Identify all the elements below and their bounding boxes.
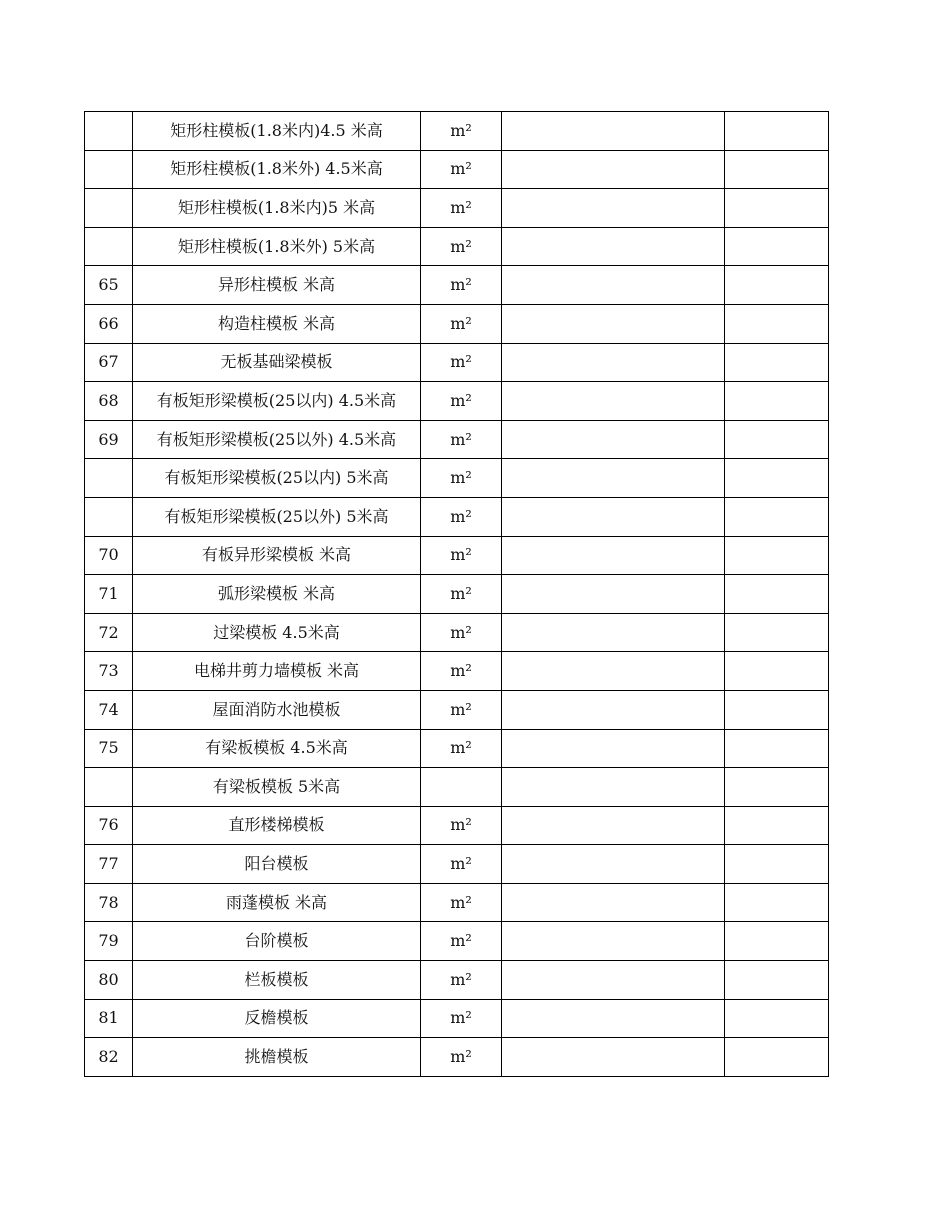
- item-name-cell: 电梯井剪力墙模板 米高: [133, 652, 421, 691]
- unit-cell: m²: [421, 343, 502, 382]
- remark-cell: [725, 690, 829, 729]
- item-number-cell: 69: [85, 420, 133, 459]
- unit-cell: m²: [421, 382, 502, 421]
- unit-cell: m²: [421, 961, 502, 1000]
- table-row: [85, 922, 829, 961]
- remark-cell: [725, 343, 829, 382]
- unit-cell: m²: [421, 806, 502, 845]
- remark-cell: [725, 768, 829, 807]
- item-name-cell: 矩形柱模板(1.8米内)5 米高: [133, 189, 421, 228]
- item-number-cell: 74: [85, 690, 133, 729]
- quantity-cell: [502, 1038, 725, 1077]
- quantity-cell: [502, 112, 725, 151]
- item-name-cell: 无板基础梁模板: [133, 343, 421, 382]
- table-row: [85, 575, 829, 614]
- item-number-cell: 80: [85, 961, 133, 1000]
- unit-cell: m²: [421, 729, 502, 768]
- unit-cell: m²: [421, 690, 502, 729]
- remark-cell: [725, 382, 829, 421]
- item-number-cell: [85, 459, 133, 498]
- table-row: [85, 304, 829, 343]
- item-name-cell: 有板矩形梁模板(25以内) 5米高: [133, 459, 421, 498]
- table-row: [85, 613, 829, 652]
- item-number-cell: 73: [85, 652, 133, 691]
- table-row: [85, 382, 829, 421]
- remark-cell: [725, 304, 829, 343]
- item-number-cell: 65: [85, 266, 133, 305]
- item-name-cell: 直形楼梯模板: [133, 806, 421, 845]
- quantity-cell: [502, 961, 725, 1000]
- table-row: [85, 961, 829, 1000]
- item-name-cell: 屋面消防水池模板: [133, 690, 421, 729]
- remark-cell: [725, 1038, 829, 1077]
- unit-cell: m²: [421, 304, 502, 343]
- table-row: [85, 266, 829, 305]
- remark-cell: [725, 729, 829, 768]
- remark-cell: [725, 613, 829, 652]
- unit-cell: m²: [421, 227, 502, 266]
- remark-cell: [725, 459, 829, 498]
- table-row: [85, 768, 829, 807]
- remark-cell: [725, 497, 829, 536]
- item-number-cell: 68: [85, 382, 133, 421]
- item-name-cell: 台阶模板: [133, 922, 421, 961]
- unit-cell: m²: [421, 459, 502, 498]
- table-row: [85, 459, 829, 498]
- quantity-cell: [502, 652, 725, 691]
- quantity-cell: [502, 729, 725, 768]
- table-row: [85, 729, 829, 768]
- item-name-cell: 构造柱模板 米高: [133, 304, 421, 343]
- item-name-cell: 挑檐模板: [133, 1038, 421, 1077]
- quantity-cell: [502, 883, 725, 922]
- quantity-cell: [502, 999, 725, 1038]
- quantity-cell: [502, 575, 725, 614]
- table-row: [85, 227, 829, 266]
- item-name-cell: 有板异形梁模板 米高: [133, 536, 421, 575]
- item-name-cell: 有梁板模板 5米高: [133, 768, 421, 807]
- remark-cell: [725, 883, 829, 922]
- item-number-cell: 67: [85, 343, 133, 382]
- quantity-cell: [502, 768, 725, 807]
- table-row: [85, 1038, 829, 1077]
- item-number-cell: [85, 768, 133, 807]
- item-number-cell: 75: [85, 729, 133, 768]
- remark-cell: [725, 420, 829, 459]
- item-name-cell: 栏板模板: [133, 961, 421, 1000]
- item-name-cell: 阳台模板: [133, 845, 421, 884]
- item-name-cell: 过梁模板 4.5米高: [133, 613, 421, 652]
- item-name-cell: 矩形柱模板(1.8米外) 4.5米高: [133, 150, 421, 189]
- item-number-cell: [85, 189, 133, 228]
- quantity-cell: [502, 459, 725, 498]
- quantity-cell: [502, 189, 725, 228]
- quantity-cell: [502, 845, 725, 884]
- quantity-cell: [502, 690, 725, 729]
- table-row: [85, 112, 829, 151]
- unit-cell: m²: [421, 922, 502, 961]
- quantity-cell: [502, 420, 725, 459]
- remark-cell: [725, 999, 829, 1038]
- quantity-cell: [502, 150, 725, 189]
- unit-cell: m²: [421, 575, 502, 614]
- item-name-cell: 异形柱模板 米高: [133, 266, 421, 305]
- unit-cell: m²: [421, 150, 502, 189]
- remark-cell: [725, 112, 829, 151]
- item-number-cell: 78: [85, 883, 133, 922]
- quantity-cell: [502, 304, 725, 343]
- item-number-cell: [85, 497, 133, 536]
- item-number-cell: [85, 150, 133, 189]
- unit-cell: m²: [421, 189, 502, 228]
- unit-cell: m²: [421, 999, 502, 1038]
- remark-cell: [725, 150, 829, 189]
- table-row: [85, 536, 829, 575]
- quantity-cell: [502, 343, 725, 382]
- item-number-cell: 81: [85, 999, 133, 1038]
- unit-cell: m²: [421, 112, 502, 151]
- table-row: [85, 806, 829, 845]
- remark-cell: [725, 845, 829, 884]
- remark-cell: [725, 806, 829, 845]
- table-row: [85, 883, 829, 922]
- quantity-cell: [502, 613, 725, 652]
- unit-cell: m²: [421, 420, 502, 459]
- table-row: [85, 690, 829, 729]
- item-number-cell: 77: [85, 845, 133, 884]
- table-body: [85, 112, 829, 1077]
- remark-cell: [725, 266, 829, 305]
- formwork-quantity-table: [84, 111, 829, 1077]
- item-number-cell: 82: [85, 1038, 133, 1077]
- unit-cell: m²: [421, 845, 502, 884]
- unit-cell: m²: [421, 266, 502, 305]
- item-number-cell: 66: [85, 304, 133, 343]
- item-name-cell: 矩形柱模板(1.8米内)4.5 米高: [133, 112, 421, 151]
- quantity-cell: [502, 922, 725, 961]
- item-name-cell: 有板矩形梁模板(25以外) 4.5米高: [133, 420, 421, 459]
- remark-cell: [725, 536, 829, 575]
- remark-cell: [725, 575, 829, 614]
- table-row: [85, 420, 829, 459]
- remark-cell: [725, 227, 829, 266]
- item-name-cell: 雨蓬模板 米高: [133, 883, 421, 922]
- item-name-cell: 反檐模板: [133, 999, 421, 1038]
- item-name-cell: 弧形梁模板 米高: [133, 575, 421, 614]
- remark-cell: [725, 189, 829, 228]
- item-number-cell: [85, 227, 133, 266]
- quantity-cell: [502, 382, 725, 421]
- quantity-cell: [502, 806, 725, 845]
- table-row: [85, 845, 829, 884]
- item-name-cell: 有板矩形梁模板(25以外) 5米高: [133, 497, 421, 536]
- table-row: [85, 189, 829, 228]
- unit-cell: m²: [421, 536, 502, 575]
- unit-cell: m²: [421, 883, 502, 922]
- unit-cell: m²: [421, 652, 502, 691]
- quantity-cell: [502, 497, 725, 536]
- unit-cell: m²: [421, 613, 502, 652]
- table-row: [85, 497, 829, 536]
- item-number-cell: 76: [85, 806, 133, 845]
- item-number-cell: 79: [85, 922, 133, 961]
- item-name-cell: 有板矩形梁模板(25以内) 4.5米高: [133, 382, 421, 421]
- unit-cell: m²: [421, 1038, 502, 1077]
- item-name-cell: 矩形柱模板(1.8米外) 5米高: [133, 227, 421, 266]
- quantity-cell: [502, 266, 725, 305]
- item-name-cell: 有梁板模板 4.5米高: [133, 729, 421, 768]
- table-row: [85, 150, 829, 189]
- remark-cell: [725, 961, 829, 1000]
- unit-cell: m²: [421, 497, 502, 536]
- quantity-cell: [502, 536, 725, 575]
- table-row: [85, 652, 829, 691]
- unit-cell: [421, 768, 502, 807]
- item-number-cell: 71: [85, 575, 133, 614]
- remark-cell: [725, 922, 829, 961]
- remark-cell: [725, 652, 829, 691]
- table-row: [85, 999, 829, 1038]
- item-number-cell: 70: [85, 536, 133, 575]
- quantity-cell: [502, 227, 725, 266]
- item-number-cell: [85, 112, 133, 151]
- item-number-cell: 72: [85, 613, 133, 652]
- table-row: [85, 343, 829, 382]
